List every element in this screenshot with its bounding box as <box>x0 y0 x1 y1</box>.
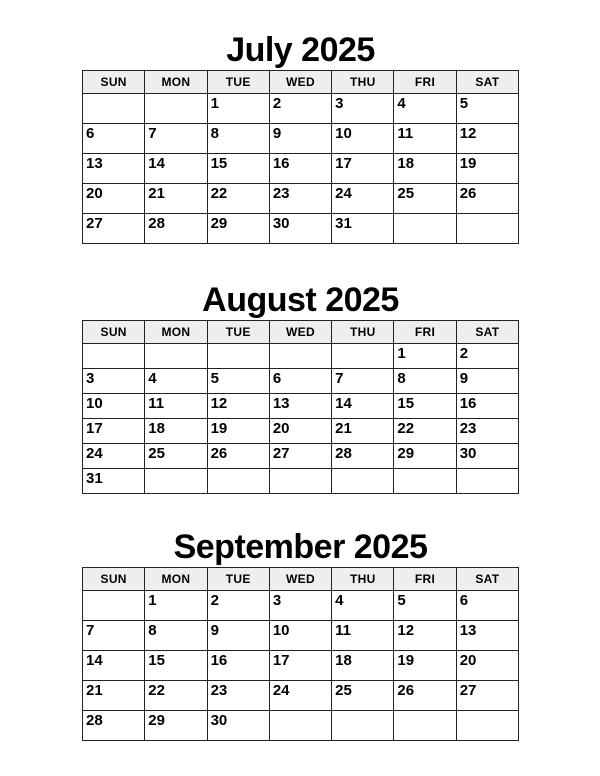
day-cell <box>145 124 207 154</box>
day-number <box>270 469 331 470</box>
day-number: 1 <box>148 592 157 609</box>
day-number: 14 <box>86 652 103 669</box>
day-number: 4 <box>335 592 344 609</box>
day-cell <box>456 621 518 651</box>
empty-day-cell <box>207 469 269 494</box>
day-number: 31 <box>86 470 103 487</box>
day-number <box>270 711 331 712</box>
day-cell <box>207 651 269 681</box>
day-number: 10 <box>272 622 290 639</box>
day-number: 18 <box>397 155 415 172</box>
day-number: 2 <box>272 95 282 112</box>
day-number: 21 <box>86 682 103 699</box>
empty-day-cell <box>332 344 394 369</box>
day-number: 19 <box>459 155 477 172</box>
day-cell <box>207 124 269 154</box>
weekday-header-row <box>83 321 519 344</box>
day-number <box>145 344 206 345</box>
day-cell <box>145 681 207 711</box>
day-number: 2 <box>210 592 219 609</box>
weekday-header: SAT <box>456 71 518 94</box>
day-number: 10 <box>335 125 352 142</box>
day-cell <box>145 184 207 214</box>
weekday-header: SAT <box>456 568 518 591</box>
weekday-header: THU <box>332 568 394 591</box>
day-number: 16 <box>210 652 228 669</box>
empty-day-cell <box>332 711 394 741</box>
weekday-header: MON <box>145 71 207 94</box>
day-cell <box>269 394 331 419</box>
week-row <box>83 711 519 741</box>
day-number: 10 <box>86 395 103 412</box>
day-cell <box>83 469 145 494</box>
empty-day-cell <box>394 469 456 494</box>
day-cell <box>207 394 269 419</box>
day-cell <box>269 681 331 711</box>
day-number: 2 <box>459 345 469 362</box>
week-row <box>83 621 519 651</box>
day-number: 22 <box>148 682 165 699</box>
day-number: 28 <box>148 215 165 232</box>
day-cell <box>145 369 207 394</box>
day-number: 18 <box>335 652 352 669</box>
day-cell <box>332 651 394 681</box>
day-number <box>145 469 206 470</box>
day-cell <box>145 154 207 184</box>
day-cell <box>269 154 331 184</box>
weekday-header: WED <box>269 568 331 591</box>
day-number: 13 <box>459 622 477 639</box>
day-cell <box>269 124 331 154</box>
day-cell <box>394 154 456 184</box>
empty-day-cell <box>145 94 207 124</box>
day-cell <box>456 184 518 214</box>
day-number: 3 <box>335 95 344 112</box>
day-number: 18 <box>148 420 165 437</box>
day-cell <box>207 94 269 124</box>
day-cell <box>83 124 145 154</box>
day-number: 13 <box>86 155 103 172</box>
weekday-header: FRI <box>394 321 456 344</box>
day-number: 27 <box>86 215 103 232</box>
day-cell <box>83 369 145 394</box>
day-number: 21 <box>148 185 165 202</box>
empty-day-cell <box>145 469 207 494</box>
day-cell <box>269 419 331 444</box>
day-cell <box>269 621 331 651</box>
day-number: 25 <box>335 682 352 699</box>
day-number: 26 <box>397 682 415 699</box>
week-row <box>83 344 519 369</box>
calendar-body <box>83 344 519 494</box>
weekday-header: MON <box>145 568 207 591</box>
day-number: 13 <box>272 395 290 412</box>
day-cell <box>332 369 394 394</box>
day-cell <box>332 591 394 621</box>
day-number: 11 <box>335 622 351 639</box>
day-cell <box>394 419 456 444</box>
calendar-grid <box>82 320 519 494</box>
weekday-header: FRI <box>394 568 456 591</box>
day-cell <box>332 94 394 124</box>
day-number <box>394 214 455 215</box>
empty-day-cell <box>83 591 145 621</box>
day-cell <box>269 184 331 214</box>
day-number: 16 <box>459 395 477 412</box>
day-cell <box>394 681 456 711</box>
day-number: 9 <box>459 370 469 387</box>
month-title: July 2025 <box>226 31 375 69</box>
day-number: 24 <box>335 185 352 202</box>
day-number: 3 <box>272 592 282 609</box>
day-number <box>332 344 393 345</box>
day-cell <box>332 621 394 651</box>
day-cell <box>145 621 207 651</box>
day-cell <box>269 214 331 244</box>
empty-day-cell <box>83 344 145 369</box>
day-number: 24 <box>86 445 103 462</box>
day-number: 27 <box>272 445 290 462</box>
day-cell <box>332 444 394 469</box>
day-cell <box>207 681 269 711</box>
day-cell <box>269 369 331 394</box>
day-cell <box>332 681 394 711</box>
day-number <box>83 344 144 345</box>
day-cell <box>394 369 456 394</box>
day-number <box>457 711 518 712</box>
day-cell <box>145 419 207 444</box>
week-row <box>83 591 519 621</box>
weekday-header: TUE <box>207 71 269 94</box>
day-number: 30 <box>459 445 477 462</box>
day-cell <box>207 154 269 184</box>
day-cell <box>83 154 145 184</box>
day-cell <box>207 214 269 244</box>
day-number: 19 <box>210 420 228 437</box>
day-number: 20 <box>459 652 477 669</box>
weekday-header: THU <box>332 71 394 94</box>
day-cell <box>83 214 145 244</box>
day-number <box>457 469 518 470</box>
day-number <box>270 344 331 345</box>
day-number: 6 <box>86 125 95 142</box>
weekday-header: SUN <box>83 71 145 94</box>
day-number: 19 <box>397 652 415 669</box>
day-cell <box>83 711 145 741</box>
day-number <box>83 94 144 95</box>
day-number: 17 <box>86 420 103 437</box>
day-number: 23 <box>210 682 228 699</box>
day-number <box>394 711 455 712</box>
day-number: 28 <box>335 445 352 462</box>
calendar-grid <box>82 70 519 244</box>
day-cell <box>83 184 145 214</box>
day-number: 9 <box>210 622 219 639</box>
month-title: August 2025 <box>202 281 399 319</box>
day-number: 16 <box>272 155 290 172</box>
empty-day-cell <box>394 711 456 741</box>
day-number <box>332 711 393 712</box>
day-cell <box>207 711 269 741</box>
week-row <box>83 394 519 419</box>
day-cell <box>456 154 518 184</box>
day-cell <box>332 154 394 184</box>
day-number: 26 <box>459 185 477 202</box>
day-number: 12 <box>397 622 415 639</box>
day-cell <box>207 184 269 214</box>
calendar-body <box>83 94 519 244</box>
day-number: 12 <box>210 395 228 412</box>
day-cell <box>83 681 145 711</box>
empty-day-cell <box>83 94 145 124</box>
day-number: 11 <box>148 395 165 412</box>
day-number: 15 <box>148 652 165 669</box>
empty-day-cell <box>269 469 331 494</box>
day-number: 6 <box>272 370 282 387</box>
day-number: 14 <box>335 395 352 412</box>
day-number: 15 <box>397 395 415 412</box>
empty-day-cell <box>145 344 207 369</box>
day-number: 8 <box>210 125 219 142</box>
day-cell <box>269 94 331 124</box>
month-september <box>82 527 519 741</box>
day-cell <box>394 394 456 419</box>
day-cell <box>456 124 518 154</box>
day-number: 9 <box>272 125 282 142</box>
day-cell <box>456 591 518 621</box>
day-cell <box>456 344 518 369</box>
week-row <box>83 469 519 494</box>
day-cell <box>332 214 394 244</box>
day-cell <box>145 591 207 621</box>
weekday-header: THU <box>332 321 394 344</box>
day-number: 25 <box>397 185 415 202</box>
day-cell <box>269 444 331 469</box>
day-number: 17 <box>335 155 352 172</box>
day-number: 29 <box>148 712 165 729</box>
day-cell <box>332 184 394 214</box>
day-number: 8 <box>148 622 157 639</box>
weekday-header-row <box>83 568 519 591</box>
day-cell <box>394 651 456 681</box>
month-title: September 2025 <box>173 528 428 566</box>
day-number <box>145 94 206 95</box>
day-cell <box>83 621 145 651</box>
week-row <box>83 184 519 214</box>
day-number <box>457 214 518 215</box>
week-row <box>83 419 519 444</box>
week-row <box>83 444 519 469</box>
weekday-header: MON <box>145 321 207 344</box>
calendar-grid <box>82 567 519 741</box>
empty-day-cell <box>269 711 331 741</box>
day-number <box>83 591 144 592</box>
day-number: 4 <box>148 370 157 387</box>
day-cell <box>83 419 145 444</box>
day-cell <box>145 711 207 741</box>
day-number: 7 <box>148 125 157 142</box>
day-number: 8 <box>397 370 406 387</box>
day-cell <box>456 651 518 681</box>
day-number <box>208 344 269 345</box>
calendar-body <box>83 591 519 741</box>
day-number: 25 <box>148 445 165 462</box>
day-number: 28 <box>86 712 103 729</box>
empty-day-cell <box>332 469 394 494</box>
day-number: 4 <box>397 95 406 112</box>
weekday-header: SUN <box>83 321 145 344</box>
weekday-header-row <box>83 71 519 94</box>
day-number: 1 <box>397 345 406 362</box>
day-cell <box>456 419 518 444</box>
day-number: 30 <box>272 215 290 232</box>
day-cell <box>456 94 518 124</box>
day-number: 5 <box>459 95 469 112</box>
weekday-header: TUE <box>207 568 269 591</box>
month-july <box>82 30 519 244</box>
day-cell <box>332 394 394 419</box>
empty-day-cell <box>456 469 518 494</box>
day-number: 26 <box>210 445 228 462</box>
day-cell <box>332 124 394 154</box>
day-number: 29 <box>210 215 228 232</box>
day-number: 23 <box>272 185 290 202</box>
weekday-header: SUN <box>83 568 145 591</box>
day-cell <box>394 591 456 621</box>
day-cell <box>145 444 207 469</box>
day-cell <box>332 419 394 444</box>
day-number: 6 <box>459 592 469 609</box>
day-cell <box>207 591 269 621</box>
day-cell <box>207 369 269 394</box>
week-row <box>83 651 519 681</box>
day-number: 1 <box>210 95 219 112</box>
day-number: 14 <box>148 155 165 172</box>
day-number: 5 <box>397 592 406 609</box>
day-cell <box>394 444 456 469</box>
day-number: 21 <box>335 420 352 437</box>
day-number <box>332 469 393 470</box>
day-number: 27 <box>459 682 477 699</box>
day-cell <box>145 651 207 681</box>
day-number: 23 <box>459 420 477 437</box>
day-number: 7 <box>335 370 344 387</box>
weekday-header: WED <box>269 71 331 94</box>
day-number: 3 <box>86 370 95 387</box>
weekday-header: WED <box>269 321 331 344</box>
day-cell <box>269 651 331 681</box>
empty-day-cell <box>269 344 331 369</box>
day-number: 30 <box>210 712 228 729</box>
day-number: 12 <box>459 125 477 142</box>
day-cell <box>456 394 518 419</box>
day-cell <box>269 591 331 621</box>
week-row <box>83 214 519 244</box>
day-cell <box>394 184 456 214</box>
day-number: 22 <box>210 185 228 202</box>
day-cell <box>394 124 456 154</box>
day-number: 31 <box>335 215 352 232</box>
day-number: 20 <box>272 420 290 437</box>
day-cell <box>83 651 145 681</box>
day-number: 24 <box>272 682 290 699</box>
day-cell <box>83 394 145 419</box>
day-cell <box>145 214 207 244</box>
day-number <box>394 469 455 470</box>
day-number: 20 <box>86 185 103 202</box>
weekday-header: SAT <box>456 321 518 344</box>
day-cell <box>207 621 269 651</box>
day-cell <box>394 94 456 124</box>
empty-day-cell <box>394 214 456 244</box>
day-cell <box>456 369 518 394</box>
day-cell <box>83 444 145 469</box>
weekday-header: TUE <box>207 321 269 344</box>
day-number: 5 <box>210 370 219 387</box>
day-cell <box>456 444 518 469</box>
day-number <box>208 469 269 470</box>
day-number: 11 <box>397 125 414 142</box>
empty-day-cell <box>456 711 518 741</box>
week-row <box>83 94 519 124</box>
week-row <box>83 124 519 154</box>
week-row <box>83 154 519 184</box>
day-cell <box>394 344 456 369</box>
empty-day-cell <box>456 214 518 244</box>
month-august <box>82 280 519 494</box>
day-number: 29 <box>397 445 415 462</box>
weekday-header: FRI <box>394 71 456 94</box>
day-cell <box>145 394 207 419</box>
day-number: 15 <box>210 155 228 172</box>
day-number: 17 <box>272 652 290 669</box>
day-cell <box>456 681 518 711</box>
day-cell <box>207 444 269 469</box>
week-row <box>83 369 519 394</box>
empty-day-cell <box>207 344 269 369</box>
day-number: 22 <box>397 420 415 437</box>
day-cell <box>394 621 456 651</box>
day-number: 7 <box>86 622 95 639</box>
week-row <box>83 681 519 711</box>
day-cell <box>207 419 269 444</box>
